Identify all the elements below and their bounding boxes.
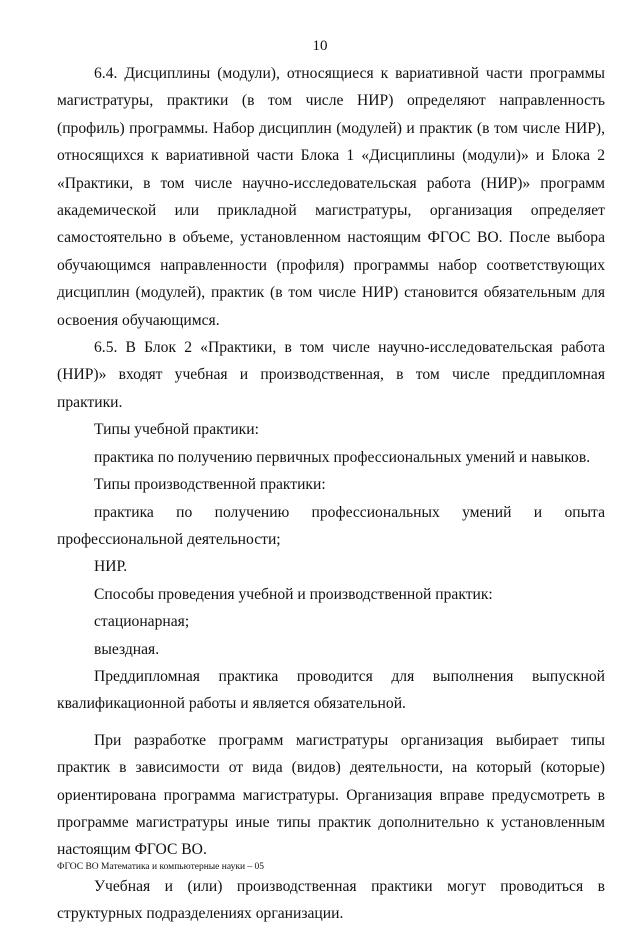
paragraph-production-practice-types: Типы производственной практики: [94, 476, 326, 494]
paragraph-educational-practice-types: Типы учебной практики: [94, 421, 259, 439]
paragraph-structural-units: Учебная и (или) производственная практики могут проводиться в структурных подразделениях организации. [57, 877, 605, 923]
paragraph-nir: НИР. [94, 558, 128, 576]
paragraph-6-4: 6.4. Дисциплины (модули), относящиеся к вариативной части программы магистратуры, практики (в том числе НИР) определяют направленность (профиль) программы. Набор дисциплин (модулей) и практик (в том числе НИР), относящихся к вариативной части Блока 1 «Дисциплины (модули)» и Блока 2 «Практики, в том числе научно-исследовательская работа (НИР)» программ академической или прикладной магистратуры, организация определяет самостоятельно в объеме, установленном настоящим ФГОС ВО. После выбора обучающимся направленности (профиля) программы набор соответствующих дисциплин (модулей), практик (в том числе НИР) становится обязательным для освоения обучающимся. [57, 65, 605, 329]
paragraph-pre-diploma-practice: Преддипломная практика проводится для выполнения выпускной квалификационной работы и является обязательной. [57, 667, 605, 713]
paragraph-6-5: 6.5. В Блок 2 «Практики, в том числе научно-исследовательская работа (НИР)» входят учебная и производственная, в том числе преддипломная практики. [57, 339, 605, 411]
document-body [57, 60, 605, 928]
paragraph-field: выездная. [94, 640, 160, 658]
paragraph-professional-skills-practice: практика по получению профессиональных умений и опыта профессиональной деятельности; [57, 503, 605, 548]
page-number: 10 [312, 38, 328, 54]
paragraph-program-development: При разработке программ магистратуры организация выбирает типы практик в зависимости от вида (видов) деятельности, на который (которые) ориентирована программа магистратуры. Организация вправе предусмотреть в программе магистратуры иные типы практик дополнительно к установленным настоящим ФГОС ВО. [57, 731, 605, 859]
footer-note: ФГОС ВО Математика и компьютерные науки – 05 [57, 862, 265, 872]
paragraph-practice-methods: Способы проведения учебной и производственной практик: [94, 585, 493, 603]
paragraph-primary-skills-practice: практика по получению первичных профессиональных умений и навыков. [94, 448, 591, 466]
paragraph-stationary: стационарная; [94, 613, 190, 631]
